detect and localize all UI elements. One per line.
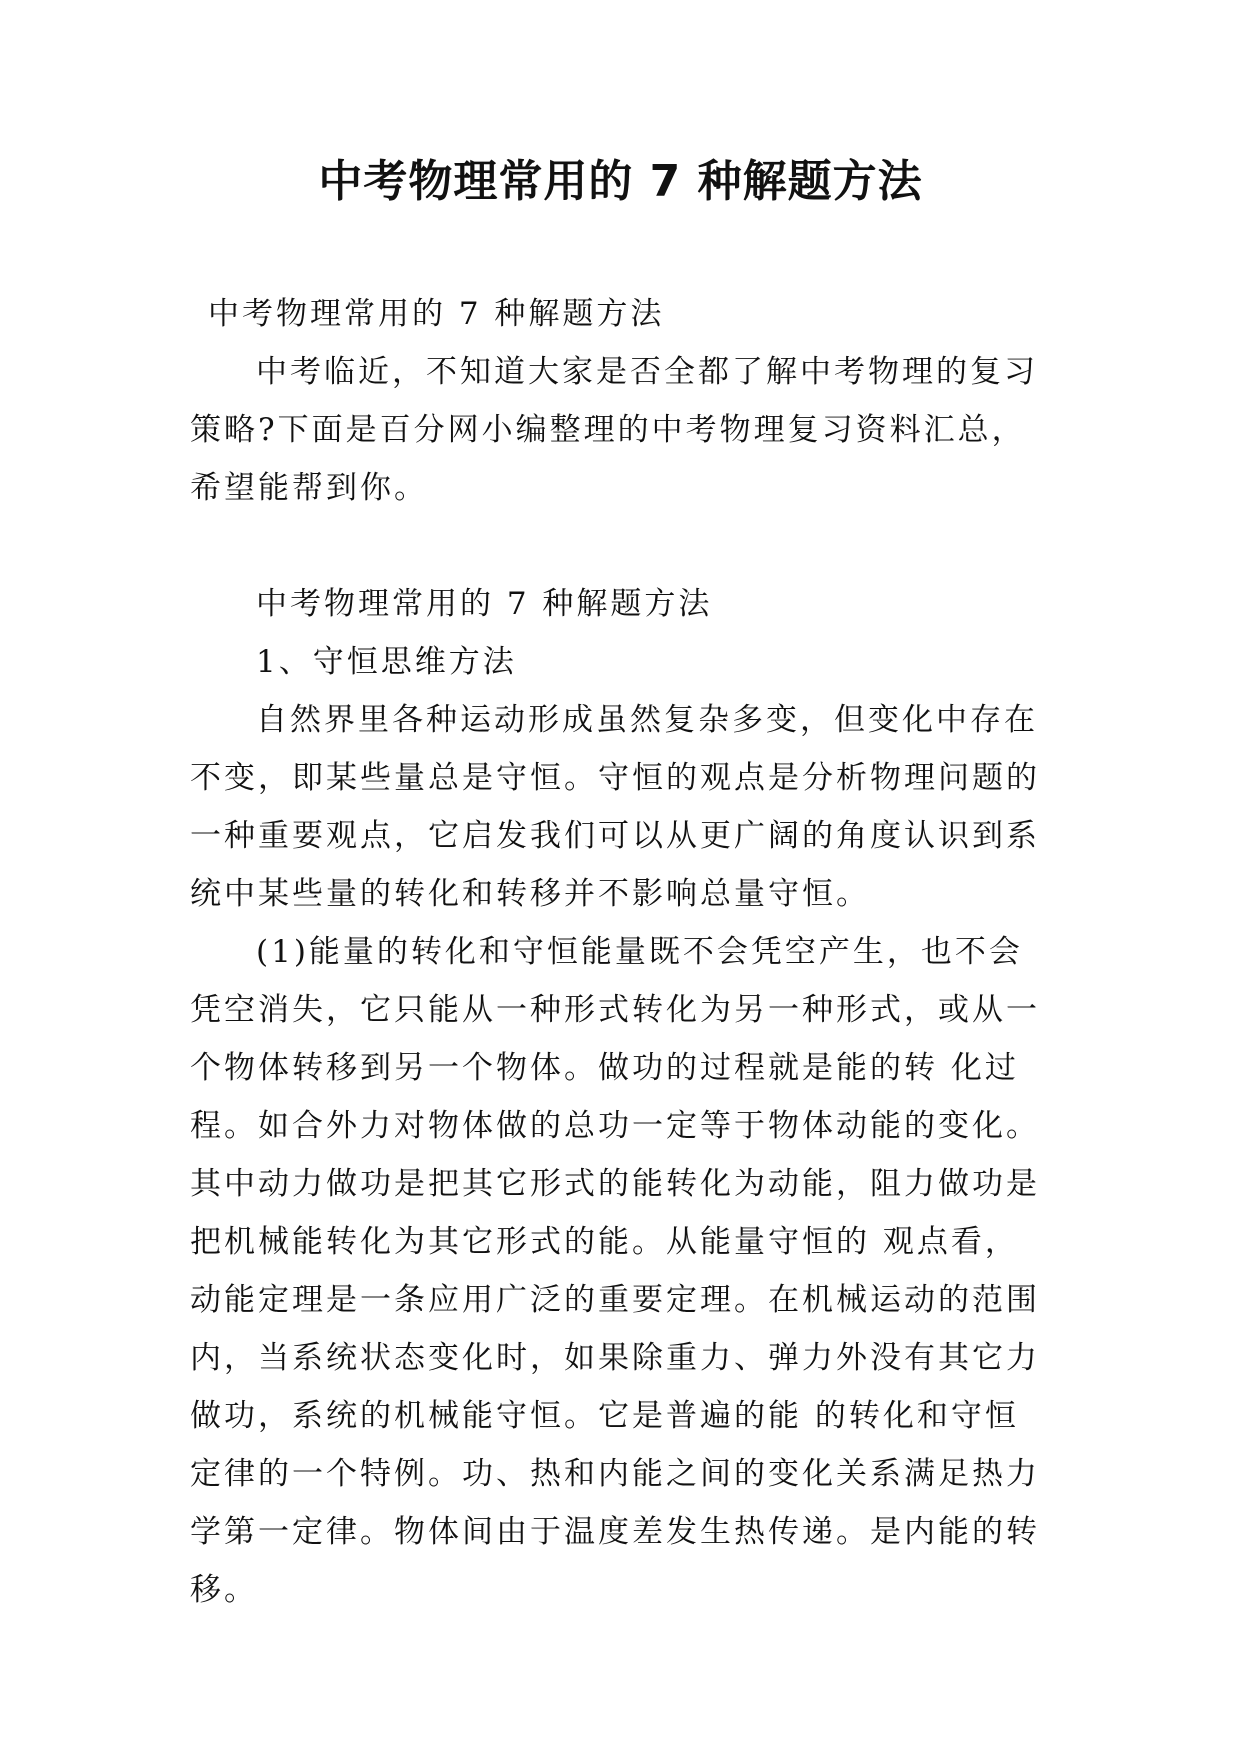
- paragraph-conservation: 自然界里各种运动形成虽然复杂多变，但变化中存在不变，即某些量总是守恒。守恒的观点是分析物理问题的一种重要观点，它启发我们可以从更广阔的角度认识到系统中某些量的转化和转移并不影响总量守恒。: [190, 702, 1040, 912]
- section-heading: 中考物理常用的 7 种解题方法: [256, 586, 713, 622]
- document-body: [190, 285, 1050, 1619]
- paragraph-intro: 中考临近，不知道大家是否全都了解中考物理的复习策略?下面是百分网小编整理的中考物理复习资料汇总，希望能帮到你。: [190, 354, 1038, 506]
- method-heading: 1、守恒思维方法: [256, 644, 517, 680]
- paragraph-spacer: [190, 517, 1050, 575]
- document-title: 中考物理常用的 7 种解题方法: [318, 156, 923, 207]
- paragraph-energy: (1)能量的转化和守恒能量既不会凭空产生，也不会凭空消失，它只能从一种形式转化为另一种形式，或从一个物体转移到另一个物体。做功的过程就是能的转 化过程。如合外力对物体做的总功一定等于物体动能的变化。其中动力做功是把其它形式的能转化为动能，阻力做功是把机械能转化为其它形式的能。从能量守恒的 观点看，动能定理是一条应用广泛的重要定理。在机械运动的范围内，当系统状态变化时，如果除重力、弹力外没有其它力做功，系统的机械能守恒。它是普遍的能 的转化和守恒定律的一个特例。功、热和内能之间的变化关系满足热力学第一定律。物体间由于温度差发生热传递。是内能的转移。: [190, 934, 1040, 1608]
- paragraph-subtitle: 中考物理常用的 7 种解题方法: [208, 296, 665, 332]
